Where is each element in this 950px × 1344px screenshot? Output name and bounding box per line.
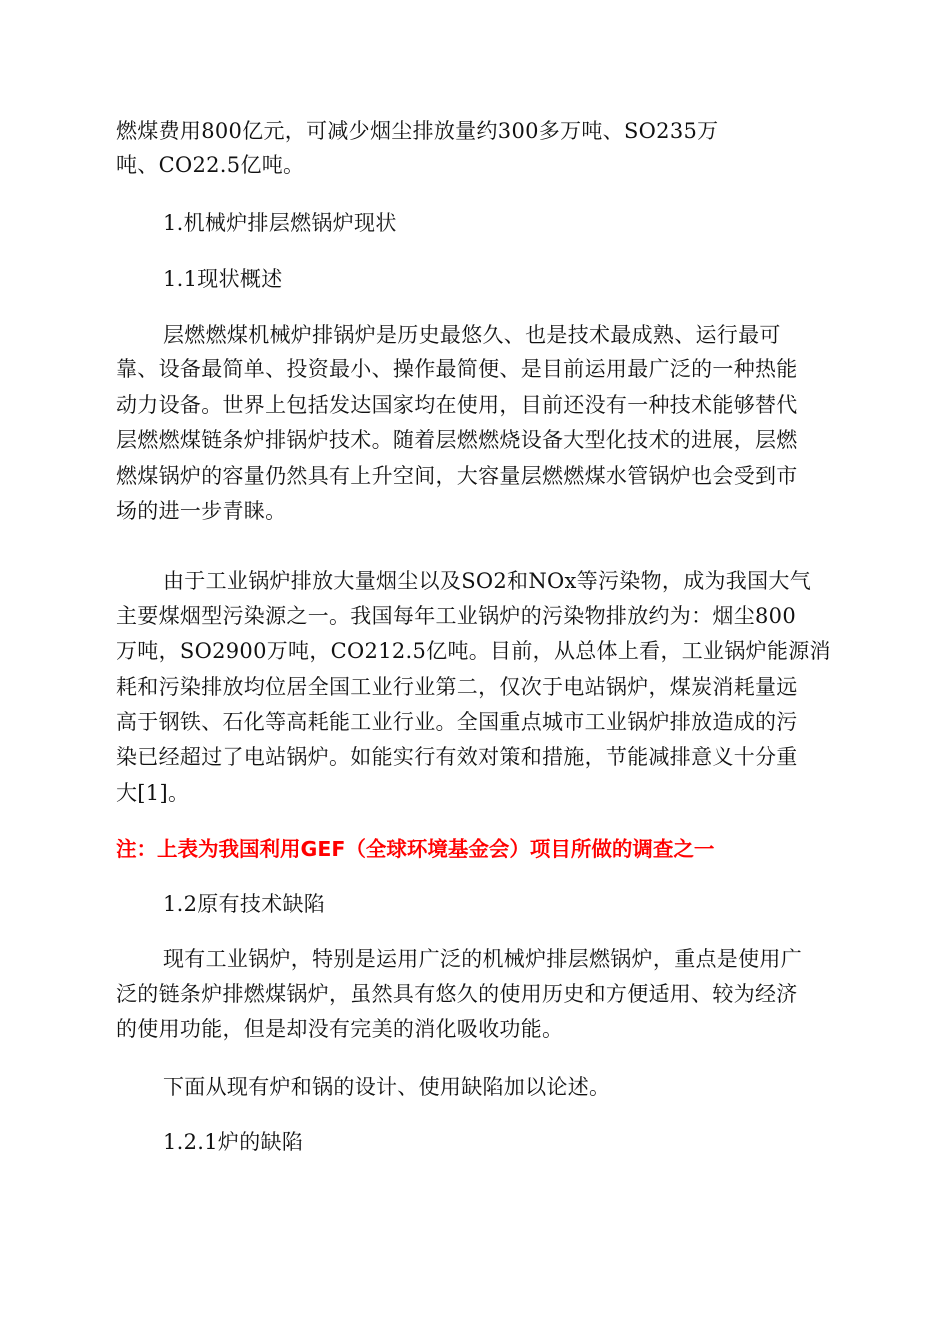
paragraph-line: 层燃燃煤机械炉排锅炉是历史最悠久、也是技术最成熟、运行最可 <box>163 323 781 347</box>
paragraph-line: 现有工业锅炉，特别是运用广泛的机械炉排层燃锅炉，重点是使用广 <box>163 947 802 971</box>
paragraph-line: 场的进一步青睐。 <box>116 499 287 523</box>
paragraph-line: 高于钢铁、石化等高耗能工业行业。全国重点城市工业锅炉排放造成的污 <box>116 710 798 734</box>
intro-line-2: 吨、CO22.5亿吨。 <box>116 153 305 177</box>
paragraph-line: 燃煤锅炉的容量仍然具有上升空间，大容量层燃燃煤水管锅炉也会受到市 <box>116 464 798 488</box>
paragraph-line: 主要煤烟型污染源之一。我国每年工业锅炉的污染物排放约为：烟尘800 <box>116 604 796 628</box>
section-1-2-heading: 1.2原有技术缺陷 <box>163 892 326 916</box>
intro-line-1: 燃煤费用800亿元，可减少烟尘排放量约300多万吨、SO235万 <box>116 119 719 143</box>
paragraph-line: 大[1]。 <box>116 781 190 805</box>
paragraph-line: 耗和污染排放均位居全国工业行业第二，仅次于电站锅炉，煤炭消耗量远 <box>116 675 798 699</box>
paragraph-line: 染已经超过了电站锅炉。如能实行有效对策和措施，节能减排意义十分重 <box>116 745 798 769</box>
red-note: 注：上表为我国利用GEF（全球环境基金会）项目所做的调查之一 <box>116 837 715 861</box>
paragraph-line: 动力设备。世界上包括发达国家均在使用，目前还没有一种技术能够替代 <box>116 393 798 417</box>
paragraph-line: 由于工业锅炉排放大量烟尘以及SO2和NOx等污染物，成为我国大气 <box>163 569 811 593</box>
section-1-2-paragraph-2: 下面从现有炉和锅的设计、使用缺陷加以论述。 <box>163 1075 611 1099</box>
section-1-1-heading: 1.1现状概述 <box>163 267 283 291</box>
section-1-2-1-heading: 1.2.1炉的缺陷 <box>163 1130 304 1154</box>
paragraph-line: 靠、设备最简单、投资最小、操作最简便、是目前运用最广泛的一种热能 <box>116 357 798 381</box>
paragraph-line: 的使用功能，但是却没有完美的消化吸收功能。 <box>116 1017 564 1041</box>
paragraph-line: 泛的链条炉排燃煤锅炉，虽然具有悠久的使用历史和方便适用、较为经济 <box>116 982 798 1006</box>
paragraph-line: 层燃燃煤链条炉排锅炉技术。随着层燃燃烧设备大型化技术的进展，层燃 <box>116 428 798 452</box>
section-1-heading: 1.机械炉排层燃锅炉现状 <box>163 211 397 235</box>
paragraph-line: 万吨，SO2900万吨，CO212.5亿吨。目前，从总体上看，工业锅炉能源消 <box>116 639 831 663</box>
